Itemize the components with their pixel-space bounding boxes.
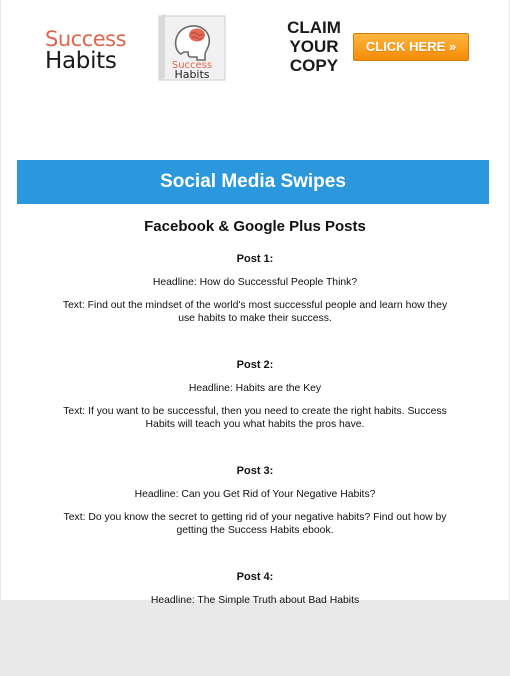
post-title: Post 2: xyxy=(236,359,274,371)
post-item xyxy=(1,358,509,464)
page xyxy=(1,0,509,606)
post-list xyxy=(1,252,509,676)
post-headline: Headline: The Simple Truth about Bad Habits xyxy=(150,595,360,606)
section-title: Social Media Swipes xyxy=(17,160,489,204)
claim-line-3: COPY xyxy=(289,56,339,75)
promo-banner xyxy=(1,0,509,90)
post-title: Post 1: xyxy=(236,253,274,265)
post-item xyxy=(1,570,509,676)
post-text: Text: If you want to be successful, then you need to create the right habits. Success Habits will teach you what habits the pros have. xyxy=(63,406,447,430)
book-title-line-2: Habits xyxy=(174,68,210,81)
click-here-button[interactable]: CLICK HERE » xyxy=(353,33,469,61)
ebook-cover-image xyxy=(155,14,229,80)
claim-your-copy-text xyxy=(283,18,345,75)
section-subheading: Facebook & Google Plus Posts xyxy=(144,218,366,235)
claim-line-1: CLAIM xyxy=(287,18,341,37)
post-title: Post 4: xyxy=(236,571,274,583)
claim-line-2: YOUR xyxy=(289,37,339,56)
book-title-line-1: Success xyxy=(171,60,213,71)
logo-line-1: Success xyxy=(45,27,127,51)
post-headline: Headline: How do Successful People Think? xyxy=(152,277,358,288)
post-title: Post 3: xyxy=(236,465,274,477)
post-text: Text: Do you know the secret to getting rid of your negative habits? Find out how by getting the Success Habits ebook. xyxy=(63,512,447,536)
post-headline: Headline: Habits are the Key xyxy=(188,383,322,394)
post-item xyxy=(1,252,509,358)
post-text: Text: Find out the mindset of the world's most successful people and learn how they use habits to make their success. xyxy=(62,300,448,324)
logo-line-2: Habits xyxy=(45,48,117,74)
post-item xyxy=(1,464,509,570)
post-headline: Headline: Can you Get Rid of Your Negative Habits? xyxy=(134,489,376,500)
success-habits-logo xyxy=(45,28,126,72)
